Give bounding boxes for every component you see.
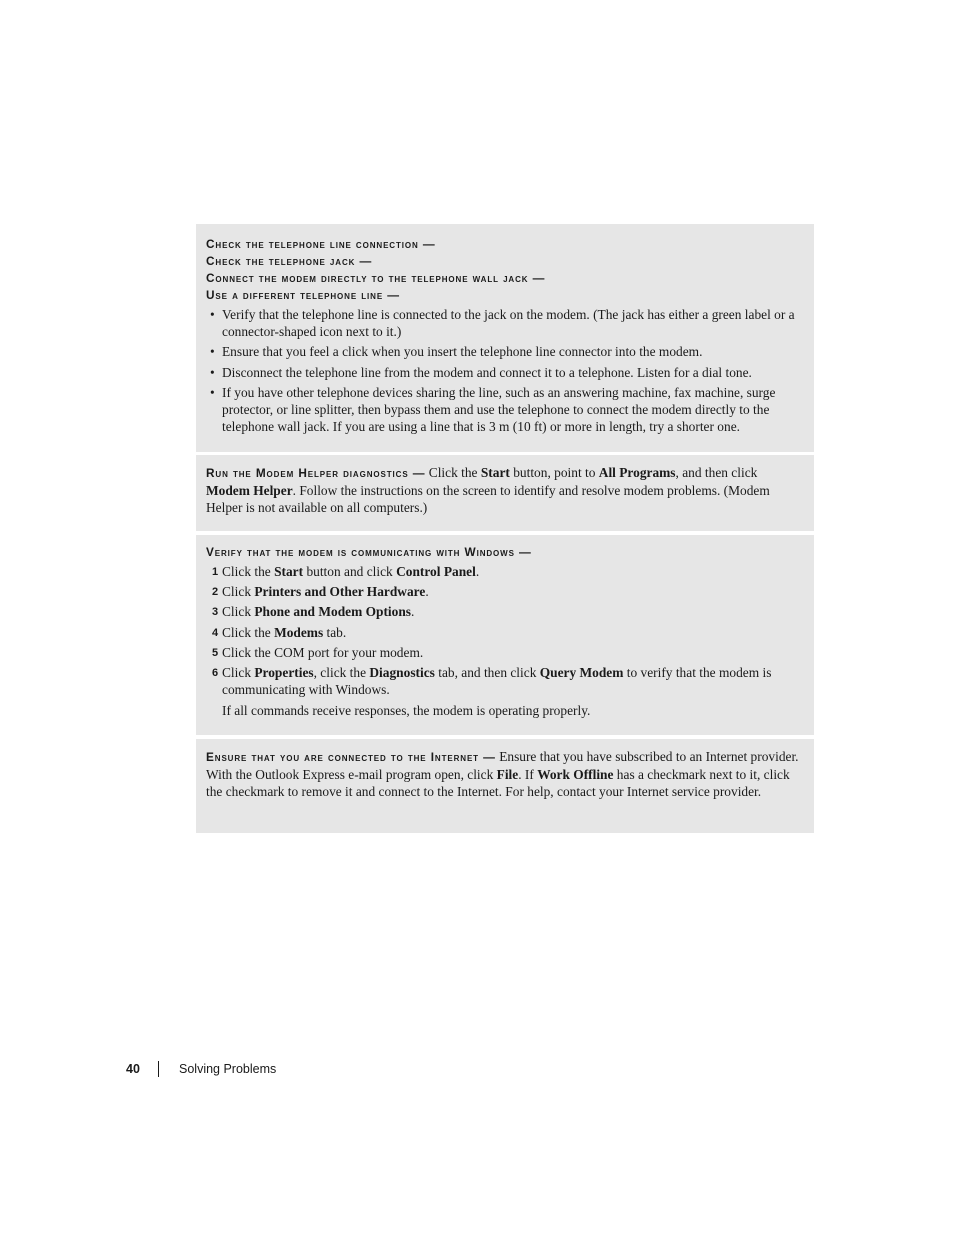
- heading-connect-direct: Connect the modem directly to the telephone wall jack —: [206, 271, 546, 285]
- modem-helper-label: Modem Helper: [206, 483, 293, 498]
- bullet-icon: •: [210, 384, 215, 400]
- page-number: 40: [126, 1062, 140, 1076]
- work-offline-label: Work Offline: [537, 767, 614, 782]
- heading-internet: Ensure that you are connected to the Internet —: [206, 750, 496, 764]
- troubleshoot-phone-line-panel: [196, 224, 814, 452]
- verify-windows-panel: [196, 535, 814, 735]
- page-footer: [126, 1062, 277, 1076]
- list-item: 1 Click the Start button and click Control Panel.: [206, 563, 802, 580]
- heading-check-line: Check the telephone line connection —: [206, 237, 436, 251]
- step-number: 3: [212, 606, 219, 619]
- list-item: 5 Click the COM port for your modem.: [206, 644, 802, 661]
- internet-connection-panel: Ensure that you are connected to the Internet — Ensure that you have subscribed to an Internet provider. With the Outlook Express e-mail program open, click File. If Work Offline has a checkmark next to it, click the checkmark to remove it and connect to the Internet. For help, contact your Internet service provider.: [196, 739, 814, 833]
- section-title: Solving Problems: [179, 1062, 277, 1076]
- step-number: 5: [212, 646, 219, 659]
- steps-list: [206, 563, 802, 698]
- modem-helper-panel: Run the Modem Helper diagnostics — Click the Start button, point to All Programs, and then click Modem Helper. Follow the instructions on the screen to identify and resolve modem problems. (Modem Helper is not available on all computers.): [196, 455, 814, 531]
- bullet-icon: •: [210, 344, 215, 360]
- list-item: 3 Click Phone and Modem Options.: [206, 603, 802, 620]
- step-number: 4: [212, 626, 219, 639]
- list-item: • Ensure that you feel a click when you insert the telephone line connector into the modem.: [210, 344, 703, 360]
- bullet-icon: •: [210, 364, 215, 380]
- step-number: 6: [212, 667, 219, 680]
- step-number: 1: [212, 566, 219, 578]
- file-label: File: [496, 767, 519, 782]
- list-item: 6 Click Properties, click the Diagnostics tab, and then click Query Modem to verify that the modem is communicating with Windows.: [212, 665, 772, 698]
- all-programs-label: All Programs: [598, 465, 676, 480]
- bullet-list: [206, 306, 802, 435]
- footer-divider: [158, 1061, 159, 1077]
- list-item: 2 Click Printers and Other Hardware.: [206, 583, 802, 600]
- list-item: • Verify that the telephone line is connected to the jack on the modem. (The jack has either a green label or a connector-shaped icon next to it.): [210, 307, 795, 340]
- list-item: 4 Click the Modems tab.: [206, 624, 802, 641]
- start-label: Start: [480, 465, 510, 480]
- heading-check-jack: Check the telephone jack —: [206, 254, 373, 268]
- heading-verify-windows: Verify that the modem is communicating with Windows —: [206, 545, 532, 559]
- bullet-icon: •: [210, 307, 215, 322]
- list-item: • If you have other telephone devices sharing the line, such as an answering machine, fax machine, surge protector, or line splitter, then bypass them and use the telephone to connect the modem directly to the telephone wall jack. If you are using a line that is 3 m (10 ft) or more in length, try a shorter one.: [210, 384, 776, 435]
- list-item: • Disconnect the telephone line from the modem and connect it to a telephone. Listen for a dial tone.: [210, 364, 752, 380]
- step-number: 2: [212, 586, 219, 599]
- result-note: If all commands receive responses, the modem is operating properly.: [222, 703, 591, 719]
- heading-modem-helper: Run the Modem Helper diagnostics —: [206, 466, 426, 480]
- heading-different-line: Use a different telephone line —: [206, 288, 400, 302]
